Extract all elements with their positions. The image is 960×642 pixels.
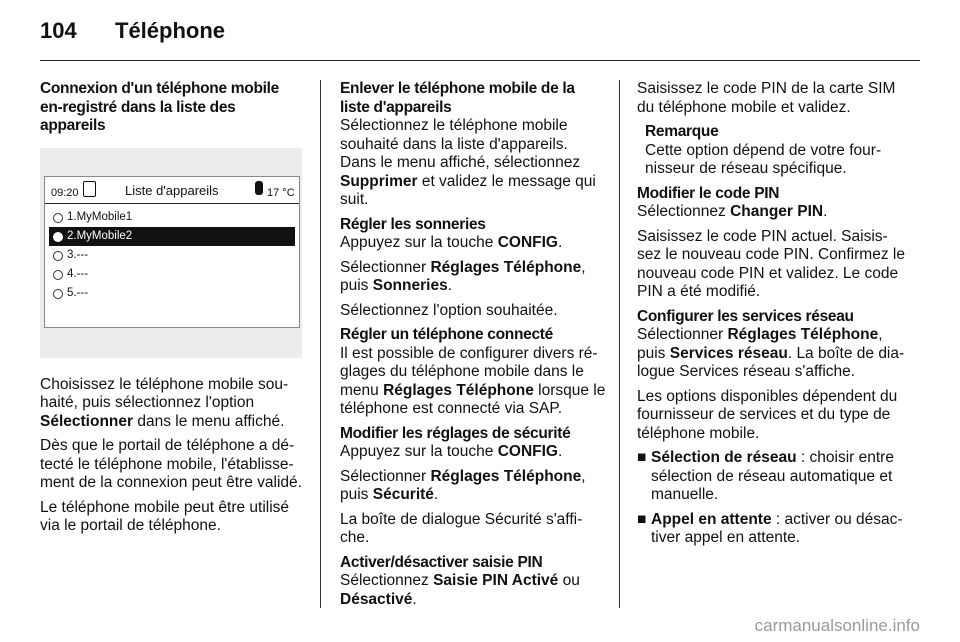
- device-list-item: 3.---: [49, 246, 295, 265]
- radio-icon: [53, 251, 63, 261]
- device-list-item: 1.MyMobile1: [49, 208, 295, 227]
- paragraph: Le téléphone mobile peut être utilisé via le portail de téléphone.: [40, 498, 290, 534]
- section-heading: Connexion d'un téléphone mobile en-registré dans la liste des appareils: [40, 80, 279, 134]
- paragraph: Sélectionnez le téléphone mobile souhaité dans la liste d'appareils. Dans le menu affiché, sélectionnez Supprimer et validez le message qui suit.: [340, 117, 596, 208]
- thermometer-icon: [255, 181, 263, 195]
- paragraph: Sélectionner Réglages Téléphone, puis Sécurité.: [340, 467, 586, 503]
- column-separator: [619, 80, 620, 608]
- page-title: Téléphone: [115, 18, 226, 43]
- device-list-screen: [44, 176, 300, 328]
- section-heading: Modifier les réglages de sécurité: [340, 424, 571, 442]
- page-number: 104: [40, 18, 77, 43]
- header-rule: [40, 60, 920, 61]
- column-2: [340, 80, 606, 615]
- screen-title: Liste d'appareils: [125, 182, 219, 198]
- paragraph: Il est possible de configurer divers ré-glages du téléphone mobile dans le menu Réglages Téléphone lorsque le téléphone est connecté via SAP.: [340, 344, 606, 417]
- radio-icon: [53, 213, 63, 223]
- screen-time: 09:20: [51, 186, 79, 199]
- section-heading: Configurer les services réseau: [637, 307, 854, 325]
- paragraph: Sélectionner Réglages Téléphone, puis Sonneries.: [340, 258, 586, 294]
- paragraph: Sélectionnez l'option souhaitée.: [340, 301, 558, 319]
- radio-icon: [53, 289, 63, 299]
- column-1: [40, 80, 302, 542]
- paragraph: Sélectionnez Saisie PIN Activé ou Désactivé.: [340, 572, 580, 608]
- bullet-icon: ■: [637, 510, 647, 528]
- screen-temperature: 17 °C: [267, 186, 295, 199]
- paragraph: Sélectionnez Changer PIN.: [637, 203, 828, 220]
- paragraph: Appuyez sur la touche CONFIG.: [340, 443, 563, 460]
- section-heading: Activer/désactiver saisie PIN: [340, 553, 543, 571]
- paragraph: Choisissez le téléphone mobile sou-haité, puis sélectionnez l'option Sélectionner dans le menu affiché.: [40, 375, 289, 430]
- section-heading: Régler les sonneries: [340, 215, 486, 233]
- device-list-item: 4.---: [49, 265, 295, 284]
- radio-selected-icon: [53, 232, 63, 242]
- device-list-item-selected: 2.MyMobile2: [49, 227, 295, 246]
- section-heading: Enlever le téléphone mobile de la liste d'appareils: [340, 80, 575, 116]
- paragraph: Les options disponibles dépendent du fournisseur de services et du type de téléphone mobile.: [637, 387, 898, 442]
- paragraph: Saisissez le code PIN actuel. Saisis-sez le nouveau code PIN. Confirmez le nouveau code PIN et validez. Le code PIN a été modifié.: [637, 227, 905, 300]
- paragraph: Appuyez sur la touche CONFIG.: [340, 234, 563, 251]
- paragraph: Sélectionner Réglages Téléphone, puis Services réseau. La boîte de dia-logue Services réseau s'affiche.: [637, 326, 905, 380]
- note-text: Cette option dépend de votre four-nisseur de réseau spécifique.: [645, 141, 882, 177]
- column-3: [637, 80, 905, 554]
- paragraph: Saisissez le code PIN de la carte SIM du téléphone mobile et validez.: [637, 80, 896, 116]
- bullet-list: [637, 449, 905, 548]
- phone-icon: [83, 181, 96, 197]
- bullet-icon: ■: [637, 449, 647, 466]
- paragraph: La boîte de dialogue Sécurité s'affi-che.: [340, 510, 583, 546]
- device-list: [45, 204, 299, 303]
- paragraph: Dès que le portail de téléphone a dé-tecté le téléphone mobile, l'établisse-ment de la connexion peut être validé.: [40, 437, 302, 491]
- screen-figure: [40, 148, 302, 358]
- section-heading: Modifier le code PIN: [637, 184, 780, 202]
- list-item: ■ Sélection de réseau : choisir entre sélection de réseau automatique et manuelle.: [637, 449, 894, 503]
- watermark: carmanualsonline.info: [754, 616, 920, 635]
- radio-icon: [53, 270, 63, 280]
- note-heading: Remarque: [645, 123, 719, 140]
- screen-status-bar: [45, 177, 299, 204]
- section-heading: Régler un téléphone connecté: [340, 326, 553, 343]
- list-item: ■ Appel en attente : activer ou désac-tiver appel en attente.: [637, 510, 903, 546]
- column-separator: [320, 80, 321, 608]
- device-list-item: 5.---: [49, 284, 295, 303]
- note-box: [637, 123, 905, 179]
